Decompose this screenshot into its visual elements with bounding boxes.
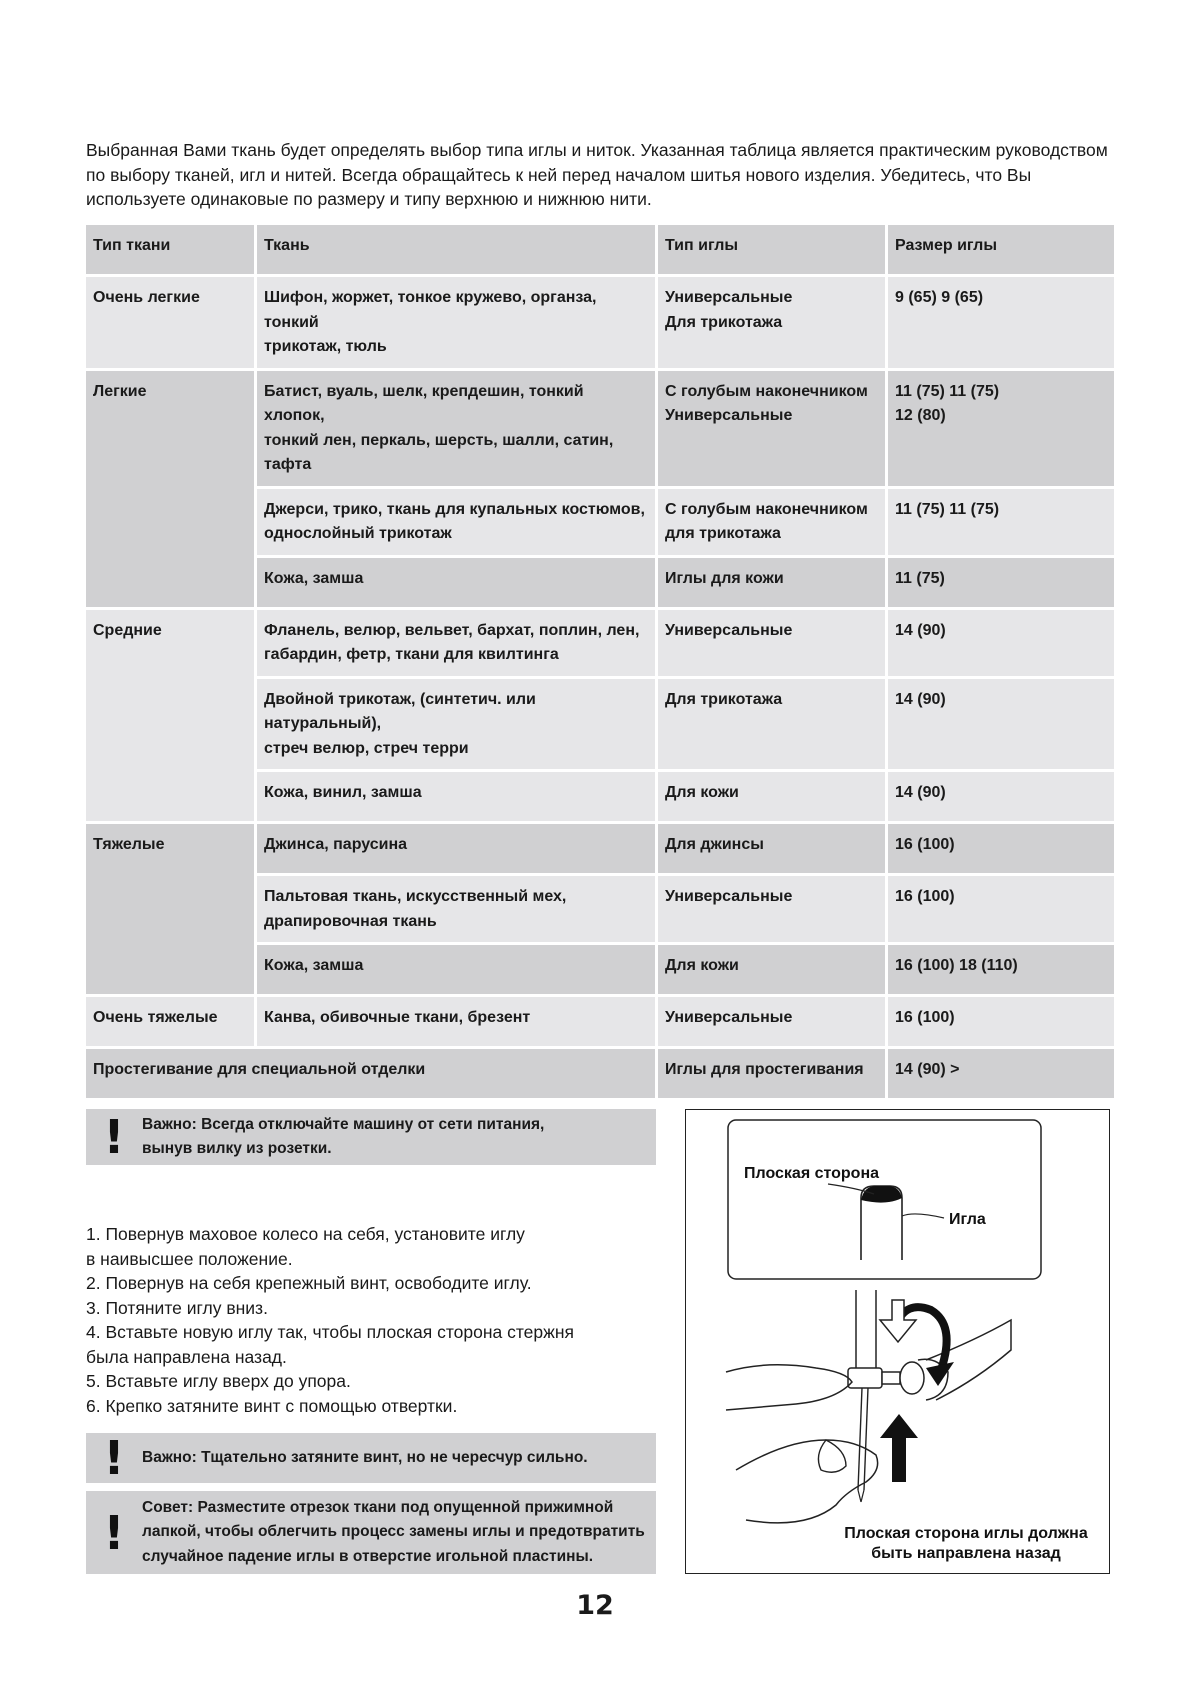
notice-text: Важно: Всегда отключайте машину от сети питания, вынув вилку из розетки. [142,1115,545,1157]
cell-needle-size: 16 (100) [888,824,1114,873]
cell-fabric-type: Очень тяжелые [86,997,254,1046]
notice-text: Совет: Разместите отрезок ткани под опущенной прижимной лапкой, чтобы облегчить процесс замены иглы и предотвратить случайное падение иглы в отверстие игольной пластины. [142,1498,645,1565]
cell-needle-type: Иглы для простегивания [658,1049,885,1098]
cell-needle-size: 16 (100) 18 (110) [888,945,1114,994]
table-row [86,371,1114,486]
flat-side-mark [861,1186,902,1203]
notice-tip [86,1491,656,1574]
list-item: 1. Повернув маховое колесо на себя, установите иглу в наивысшее положение. [86,1224,525,1269]
cell-needle-type: С голубым наконечником для трикотажа [658,489,885,555]
cell-needle-type: С голубым наконечником Универсальные [658,371,885,486]
exclamation-icon: ! [103,1505,125,1560]
cell-fabric: Канва, обивочные ткани, брезент [257,997,655,1046]
page-number: 12 [576,1590,614,1621]
list-item: 5. Вставьте иглу вверх до упора. [86,1371,351,1391]
list-item: 4. Вставьте новую иглу так, чтобы плоская сторона стержня была направлена назад. [86,1322,574,1367]
cell-needle-type: Универсальные [658,876,885,942]
table-header-row [86,225,1114,274]
label-flat-side: Плоская сторона [744,1165,880,1182]
cell-needle-type: Для кожи [658,772,885,821]
cell-needle-size: 9 (65) 9 (65) [888,277,1114,368]
cell-fabric-type: Средние [86,610,254,822]
cell-needle-size: 16 (100) [888,997,1114,1046]
cell-needle-type: Для кожи [658,945,885,994]
exclamation-icon: ! [103,1431,125,1485]
table-row [86,1049,1114,1098]
cell-fabric: Кожа, замша [257,558,655,607]
cell-fabric: Шифон, жоржет, тонкое кружево, органза, тонкий трикотаж, тюль [257,277,655,368]
table-row [86,610,1114,676]
needle-change-steps [86,1222,666,1418]
header-needle-size: Размер иглы [888,225,1114,274]
left-hand [726,1365,852,1410]
intro-paragraph: Выбранная Вами ткань будет определять выбор типа иглы и ниток. Указанная таблица является практическим руководством по выбору тканей, игл и нитей. Всегда обращайтесь к ней перед началом шитья нового изделия. Убедитесь, что Вы используете одинаковые по размеру и типу верхнюю и нижнюю нити. [86,140,1108,209]
list-item: 6. Крепко затяните винт с помощью отвертки. [86,1395,458,1416]
cell-needle-size: 14 (90) [888,679,1114,770]
cell-needle-type: Универсальные [658,610,885,676]
needle-installation-figure [685,1109,1110,1574]
exclamation-icon: ! [103,1110,125,1164]
table-row [86,277,1114,368]
cell-fabric: Пальтовая ткань, искусственный мех, драпировочная ткань [257,876,655,942]
label-needle: Игла [949,1211,986,1228]
cell-fabric-type: Легкие [86,371,254,607]
cell-fabric: Кожа, замша [257,945,655,994]
cell-needle-type: Для трикотажа [658,679,885,770]
cell-fabric: Фланель, велюр, вельвет, бархат, поплин, лен, габардин, фетр, ткани для квилтинга [257,610,655,676]
notice-power-off [86,1109,656,1165]
cell-fabric-type: Тяжелые [86,824,254,994]
up-arrow [880,1414,918,1482]
cell-fabric: Двойной трикотаж, (синтетич. или натуральный), стреч велюр, стреч терри [257,679,655,770]
cell-fabric-type: Простегивание для специальной отделки [86,1049,655,1098]
list-item: 2. Повернув на себя крепежный винт, освободите иглу. [86,1273,532,1293]
cell-needle-size: 11 (75) [888,558,1114,607]
table-row [86,997,1114,1046]
cell-fabric: Джинса, парусина [257,824,655,873]
figure-caption: Плоская сторона иглы должна быть направлена назад [844,1525,1088,1562]
fabric-needle-table [83,222,1117,1101]
header-fabric-type: Тип ткани [86,225,254,274]
cell-needle-size: 14 (90) [888,772,1114,821]
cell-fabric-type: Очень легкие [86,277,254,368]
cell-needle-size: 11 (75) 11 (75) [888,489,1114,555]
cell-needle-type: Для джинсы [658,824,885,873]
cell-needle-size: 11 (75) 11 (75) 12 (80) [888,371,1114,486]
cell-needle-size: 14 (90) > [888,1049,1114,1098]
cell-needle-type: Универсальные Для трикотажа [658,277,885,368]
list-item: 3. Потяните иглу вниз. [86,1297,268,1318]
cell-needle-size: 14 (90) [888,610,1114,676]
table-row [86,824,1114,873]
header-needle-type: Тип иглы [658,225,885,274]
cell-fabric: Кожа, винил, замша [257,772,655,821]
cell-needle-size: 16 (100) [888,876,1114,942]
cell-fabric: Джерси, трико, ткань для купальных костюмов, однослойный трикотаж [257,489,655,555]
notice-tighten-screw [86,1433,656,1483]
right-hand [926,1320,1011,1400]
notice-text: Важно: Тщательно затяните винт, но не чересчур сильно. [142,1448,588,1466]
cell-fabric: Батист, вуаль, шелк, крепдешин, тонкий хлопок, тонкий лен, перкаль, шерсть, шалли, сатин, тафта [257,371,655,486]
needle-pointer [902,1214,944,1218]
cell-needle-type: Универсальные [658,997,885,1046]
cell-needle-type: Иглы для кожи [658,558,885,607]
header-fabric: Ткань [257,225,655,274]
